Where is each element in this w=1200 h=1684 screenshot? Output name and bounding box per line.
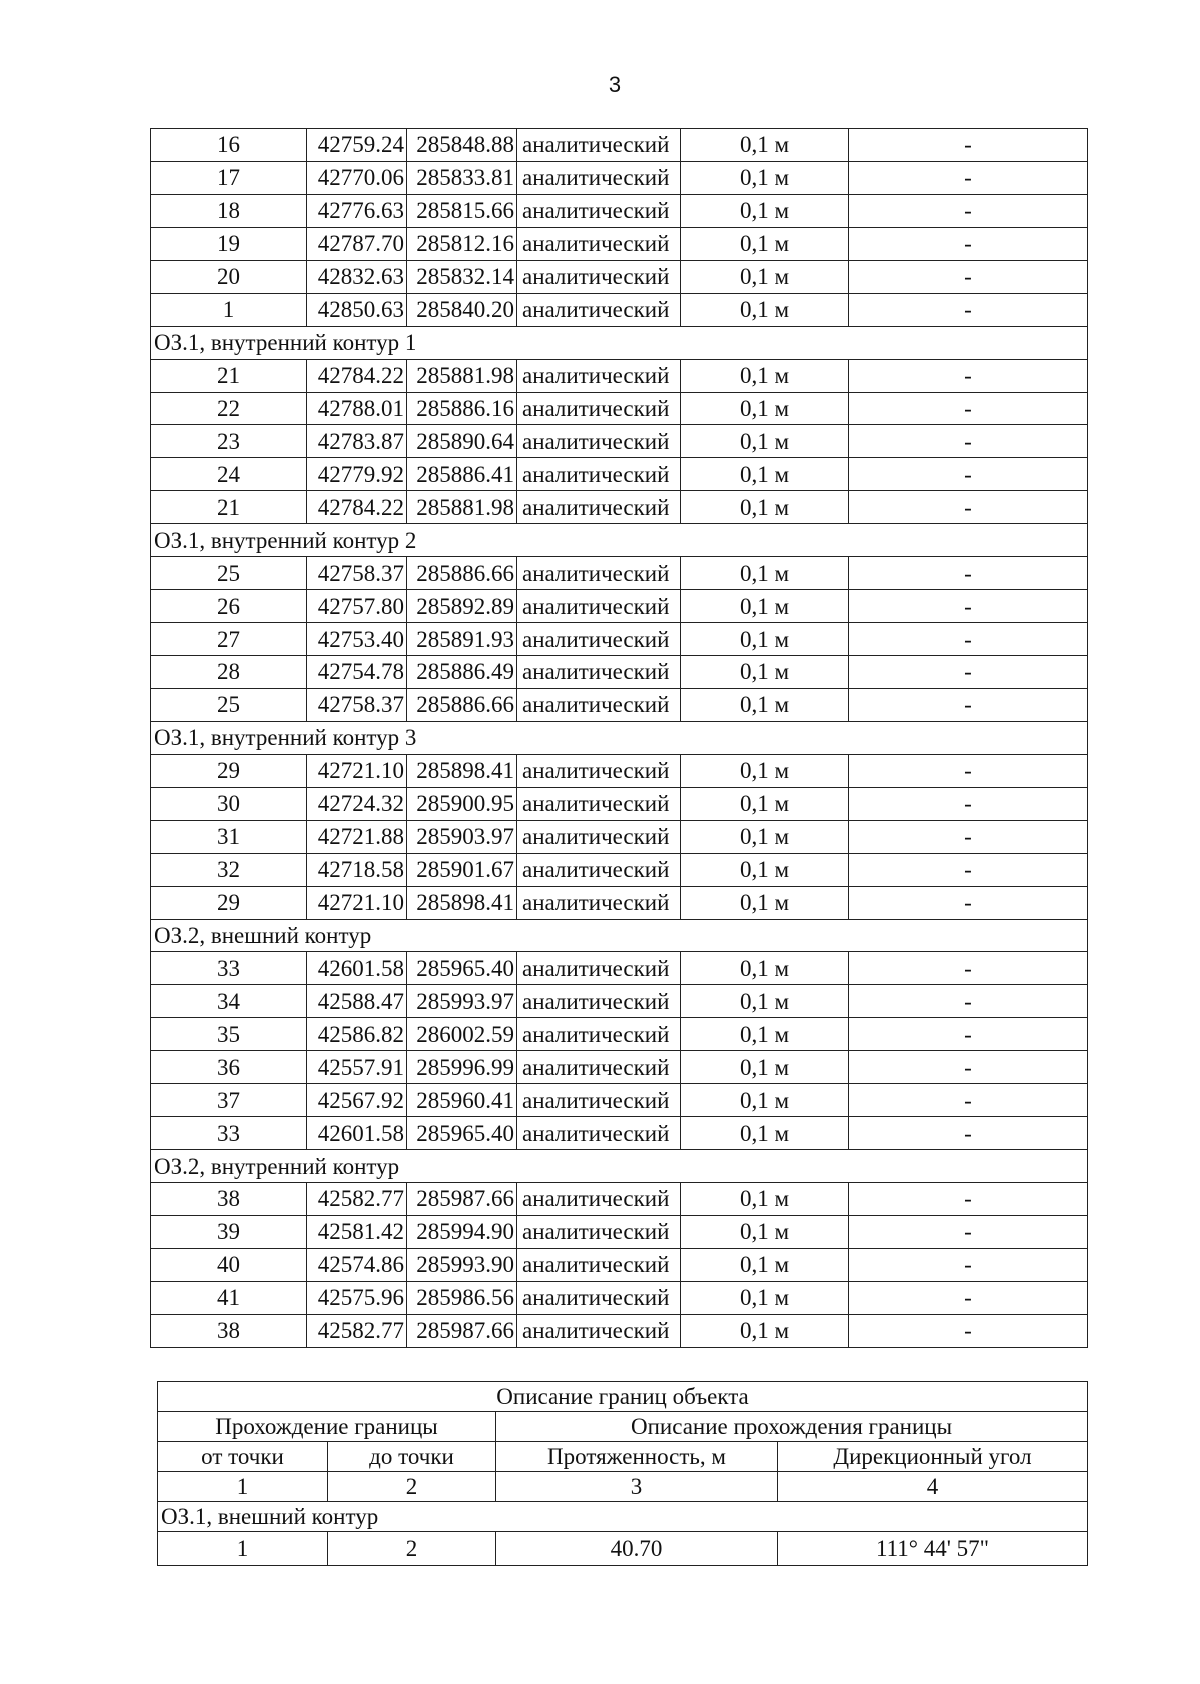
coord-x: 42770.06 <box>307 161 407 194</box>
note: - <box>849 590 1088 623</box>
coord-y: 285886.16 <box>407 392 517 425</box>
accuracy: 0,1 м <box>681 886 849 919</box>
col-number-2: 2 <box>328 1472 496 1502</box>
note: - <box>849 985 1088 1018</box>
coord-x: 42776.63 <box>307 194 407 227</box>
coord-y: 285892.89 <box>407 590 517 623</box>
note: - <box>849 1314 1088 1347</box>
coord-x: 42757.80 <box>307 590 407 623</box>
coord-y: 285986.56 <box>407 1281 517 1314</box>
accuracy: 0,1 м <box>681 623 849 656</box>
coord-y: 285996.99 <box>407 1051 517 1084</box>
border-header-row <box>158 1412 1088 1442</box>
col-number-3: 3 <box>496 1472 778 1502</box>
accuracy: 0,1 м <box>681 1183 849 1216</box>
coord-y: 285898.41 <box>407 886 517 919</box>
method: аналитический <box>517 293 681 326</box>
point-number: 25 <box>151 557 307 590</box>
point-number: 29 <box>151 754 307 787</box>
coord-y: 285886.66 <box>407 688 517 721</box>
coord-x: 42784.22 <box>307 359 407 392</box>
method: аналитический <box>517 227 681 260</box>
coord-y: 285832.14 <box>407 260 517 293</box>
border-section-row <box>158 1502 1088 1532</box>
coord-y: 285886.66 <box>407 557 517 590</box>
accuracy: 0,1 м <box>681 952 849 985</box>
coord-x: 42758.37 <box>307 557 407 590</box>
coord-x: 42788.01 <box>307 392 407 425</box>
section-row <box>151 524 1088 557</box>
point-number: 35 <box>151 1018 307 1051</box>
accuracy: 0,1 м <box>681 491 849 524</box>
note: - <box>849 886 1088 919</box>
table-row <box>151 754 1088 787</box>
coord-x: 42787.70 <box>307 227 407 260</box>
coord-y: 285891.93 <box>407 623 517 656</box>
method: аналитический <box>517 985 681 1018</box>
coord-x: 42601.58 <box>307 1117 407 1150</box>
point-number: 38 <box>151 1314 307 1347</box>
method: аналитический <box>517 590 681 623</box>
row-angle: 111° 44' 57" <box>778 1532 1088 1566</box>
method: аналитический <box>517 1018 681 1051</box>
method: аналитический <box>517 952 681 985</box>
coord-x: 42586.82 <box>307 1018 407 1051</box>
border-subheader-row <box>158 1442 1088 1472</box>
table-row <box>151 787 1088 820</box>
table-row <box>151 392 1088 425</box>
coord-y: 285900.95 <box>407 787 517 820</box>
coord-x: 42721.10 <box>307 754 407 787</box>
coord-y: 285987.66 <box>407 1314 517 1347</box>
note: - <box>849 1117 1088 1150</box>
note: - <box>849 491 1088 524</box>
table-row <box>151 359 1088 392</box>
table-row <box>151 1248 1088 1281</box>
point-number: 30 <box>151 787 307 820</box>
accuracy: 0,1 м <box>681 754 849 787</box>
accuracy: 0,1 м <box>681 1018 849 1051</box>
table-row <box>151 1215 1088 1248</box>
method: аналитический <box>517 656 681 689</box>
col-number-1: 1 <box>158 1472 328 1502</box>
point-number: 19 <box>151 227 307 260</box>
table-row <box>151 820 1088 853</box>
note: - <box>849 227 1088 260</box>
point-number: 29 <box>151 886 307 919</box>
coord-x: 42601.58 <box>307 952 407 985</box>
table-row <box>151 1051 1088 1084</box>
point-number: 41 <box>151 1281 307 1314</box>
accuracy: 0,1 м <box>681 1215 849 1248</box>
coord-x: 42721.10 <box>307 886 407 919</box>
coord-x: 42784.22 <box>307 491 407 524</box>
col-to-point: до точки <box>328 1442 496 1472</box>
table-row <box>151 1084 1088 1117</box>
table-row <box>151 458 1088 491</box>
accuracy: 0,1 м <box>681 293 849 326</box>
table-row <box>151 1183 1088 1216</box>
border-title-row <box>158 1382 1088 1412</box>
coord-y: 285812.16 <box>407 227 517 260</box>
method: аналитический <box>517 787 681 820</box>
border-section-title: ОЗ.1, внешний контур <box>158 1502 1088 1532</box>
section-title: ОЗ.2, внешний контур <box>151 919 1088 952</box>
accuracy: 0,1 м <box>681 359 849 392</box>
table-row <box>151 1018 1088 1051</box>
method: аналитический <box>517 194 681 227</box>
coord-x: 42557.91 <box>307 1051 407 1084</box>
note: - <box>849 392 1088 425</box>
section-row <box>151 1150 1088 1183</box>
table-row <box>151 886 1088 919</box>
table-row <box>151 590 1088 623</box>
point-number: 37 <box>151 1084 307 1117</box>
header-pass: Прохождение границы <box>158 1412 496 1442</box>
coord-x: 42758.37 <box>307 688 407 721</box>
accuracy: 0,1 м <box>681 1117 849 1150</box>
coord-x: 42721.88 <box>307 820 407 853</box>
point-number: 24 <box>151 458 307 491</box>
section-title: ОЗ.1, внутренний контур 3 <box>151 721 1088 754</box>
point-number: 36 <box>151 1051 307 1084</box>
page-number: 3 <box>608 72 622 97</box>
coord-y: 285965.40 <box>407 1117 517 1150</box>
note: - <box>849 688 1088 721</box>
note: - <box>849 952 1088 985</box>
table-row <box>151 985 1088 1018</box>
point-number: 32 <box>151 853 307 886</box>
method: аналитический <box>517 688 681 721</box>
accuracy: 0,1 м <box>681 161 849 194</box>
table-row <box>151 1314 1088 1347</box>
accuracy: 0,1 м <box>681 557 849 590</box>
accuracy: 0,1 м <box>681 227 849 260</box>
accuracy: 0,1 м <box>681 194 849 227</box>
point-number: 39 <box>151 1215 307 1248</box>
coord-y: 285815.66 <box>407 194 517 227</box>
table-row <box>151 293 1088 326</box>
table-row <box>151 227 1088 260</box>
col-length: Протяженность, м <box>496 1442 778 1472</box>
coordinates-table <box>150 128 1088 1348</box>
border-data-row <box>158 1532 1088 1566</box>
accuracy: 0,1 м <box>681 1248 849 1281</box>
point-number: 31 <box>151 820 307 853</box>
coord-x: 42588.47 <box>307 985 407 1018</box>
note: - <box>849 1084 1088 1117</box>
coord-x: 42567.92 <box>307 1084 407 1117</box>
coord-y: 285886.49 <box>407 656 517 689</box>
method: аналитический <box>517 1281 681 1314</box>
note: - <box>849 787 1088 820</box>
accuracy: 0,1 м <box>681 260 849 293</box>
method: аналитический <box>517 754 681 787</box>
note: - <box>849 161 1088 194</box>
method: аналитический <box>517 1314 681 1347</box>
method: аналитический <box>517 1084 681 1117</box>
coord-x: 42850.63 <box>307 293 407 326</box>
point-number: 17 <box>151 161 307 194</box>
table-row <box>151 1281 1088 1314</box>
table-row <box>151 853 1088 886</box>
coord-y: 285840.20 <box>407 293 517 326</box>
border-description-table <box>157 1381 1088 1566</box>
coord-x: 42753.40 <box>307 623 407 656</box>
method: аналитический <box>517 129 681 162</box>
section-title: ОЗ.1, внутренний контур 2 <box>151 524 1088 557</box>
section-row <box>151 326 1088 359</box>
coord-x: 42575.96 <box>307 1281 407 1314</box>
point-number: 20 <box>151 260 307 293</box>
coord-y: 285881.98 <box>407 491 517 524</box>
table-row <box>151 491 1088 524</box>
border-table-title: Описание границ объекта <box>158 1382 1088 1412</box>
table-row <box>151 656 1088 689</box>
note: - <box>849 820 1088 853</box>
note: - <box>849 853 1088 886</box>
coord-y: 285987.66 <box>407 1183 517 1216</box>
table-row <box>151 1117 1088 1150</box>
method: аналитический <box>517 260 681 293</box>
point-number: 1 <box>151 293 307 326</box>
table-row <box>151 688 1088 721</box>
row-from-point: 1 <box>158 1532 328 1566</box>
accuracy: 0,1 м <box>681 590 849 623</box>
coord-x: 42581.42 <box>307 1215 407 1248</box>
point-number: 25 <box>151 688 307 721</box>
col-angle: Дирекционный угол <box>778 1442 1088 1472</box>
note: - <box>849 1248 1088 1281</box>
coord-y: 285890.64 <box>407 425 517 458</box>
note: - <box>849 623 1088 656</box>
accuracy: 0,1 м <box>681 1051 849 1084</box>
accuracy: 0,1 м <box>681 425 849 458</box>
section-row <box>151 721 1088 754</box>
coord-y: 285960.41 <box>407 1084 517 1117</box>
method: аналитический <box>517 458 681 491</box>
border-numbers-row <box>158 1472 1088 1502</box>
method: аналитический <box>517 853 681 886</box>
note: - <box>849 260 1088 293</box>
coord-y: 285965.40 <box>407 952 517 985</box>
note: - <box>849 656 1088 689</box>
method: аналитический <box>517 886 681 919</box>
method: аналитический <box>517 1051 681 1084</box>
accuracy: 0,1 м <box>681 985 849 1018</box>
method: аналитический <box>517 820 681 853</box>
accuracy: 0,1 м <box>681 129 849 162</box>
method: аналитический <box>517 161 681 194</box>
point-number: 26 <box>151 590 307 623</box>
point-number: 18 <box>151 194 307 227</box>
accuracy: 0,1 м <box>681 1314 849 1347</box>
note: - <box>849 1281 1088 1314</box>
coord-y: 285898.41 <box>407 754 517 787</box>
note: - <box>849 359 1088 392</box>
coord-y: 285993.90 <box>407 1248 517 1281</box>
coord-y: 285886.41 <box>407 458 517 491</box>
note: - <box>849 458 1088 491</box>
coord-y: 285881.98 <box>407 359 517 392</box>
coord-x: 42582.77 <box>307 1183 407 1216</box>
coord-y: 285994.90 <box>407 1215 517 1248</box>
section-title: ОЗ.2, внутренний контур <box>151 1150 1088 1183</box>
method: аналитический <box>517 557 681 590</box>
note: - <box>849 293 1088 326</box>
coord-y: 285901.67 <box>407 853 517 886</box>
coord-y: 285903.97 <box>407 820 517 853</box>
table-row <box>151 623 1088 656</box>
method: аналитический <box>517 425 681 458</box>
note: - <box>849 1183 1088 1216</box>
section-row <box>151 919 1088 952</box>
coord-y: 286002.59 <box>407 1018 517 1051</box>
method: аналитический <box>517 491 681 524</box>
note: - <box>849 425 1088 458</box>
accuracy: 0,1 м <box>681 853 849 886</box>
method: аналитический <box>517 1248 681 1281</box>
point-number: 16 <box>151 129 307 162</box>
accuracy: 0,1 м <box>681 392 849 425</box>
point-number: 22 <box>151 392 307 425</box>
col-from-point: от точки <box>158 1442 328 1472</box>
row-to-point: 2 <box>328 1532 496 1566</box>
table-row <box>151 557 1088 590</box>
point-number: 40 <box>151 1248 307 1281</box>
coord-x: 42574.86 <box>307 1248 407 1281</box>
note: - <box>849 557 1088 590</box>
note: - <box>849 1051 1088 1084</box>
coord-x: 42582.77 <box>307 1314 407 1347</box>
row-length: 40.70 <box>496 1532 778 1566</box>
accuracy: 0,1 м <box>681 458 849 491</box>
note: - <box>849 754 1088 787</box>
point-number: 21 <box>151 491 307 524</box>
accuracy: 0,1 м <box>681 1281 849 1314</box>
method: аналитический <box>517 1215 681 1248</box>
coord-y: 285848.88 <box>407 129 517 162</box>
table-row <box>151 952 1088 985</box>
note: - <box>849 194 1088 227</box>
method: аналитический <box>517 623 681 656</box>
header-description: Описание прохождения границы <box>496 1412 1088 1442</box>
accuracy: 0,1 м <box>681 787 849 820</box>
point-number: 33 <box>151 1117 307 1150</box>
section-title: ОЗ.1, внутренний контур 1 <box>151 326 1088 359</box>
coord-y: 285833.81 <box>407 161 517 194</box>
coord-x: 42832.63 <box>307 260 407 293</box>
accuracy: 0,1 м <box>681 1084 849 1117</box>
note: - <box>849 129 1088 162</box>
point-number: 23 <box>151 425 307 458</box>
note: - <box>849 1018 1088 1051</box>
point-number: 33 <box>151 952 307 985</box>
coord-x: 42783.87 <box>307 425 407 458</box>
accuracy: 0,1 м <box>681 688 849 721</box>
method: аналитический <box>517 1183 681 1216</box>
method: аналитический <box>517 392 681 425</box>
table-row <box>151 194 1088 227</box>
table-row <box>151 425 1088 458</box>
point-number: 34 <box>151 985 307 1018</box>
accuracy: 0,1 м <box>681 656 849 689</box>
coord-x: 42779.92 <box>307 458 407 491</box>
method: аналитический <box>517 1117 681 1150</box>
coord-y: 285993.97 <box>407 985 517 1018</box>
note: - <box>849 1215 1088 1248</box>
coord-x: 42759.24 <box>307 129 407 162</box>
coord-x: 42724.32 <box>307 787 407 820</box>
coordinates-table-body <box>151 129 1088 1348</box>
point-number: 38 <box>151 1183 307 1216</box>
accuracy: 0,1 м <box>681 820 849 853</box>
table-row <box>151 260 1088 293</box>
table-row <box>151 129 1088 162</box>
point-number: 21 <box>151 359 307 392</box>
coord-x: 42754.78 <box>307 656 407 689</box>
col-number-4: 4 <box>778 1472 1088 1502</box>
point-number: 28 <box>151 656 307 689</box>
coord-x: 42718.58 <box>307 853 407 886</box>
method: аналитический <box>517 359 681 392</box>
point-number: 27 <box>151 623 307 656</box>
table-row <box>151 161 1088 194</box>
